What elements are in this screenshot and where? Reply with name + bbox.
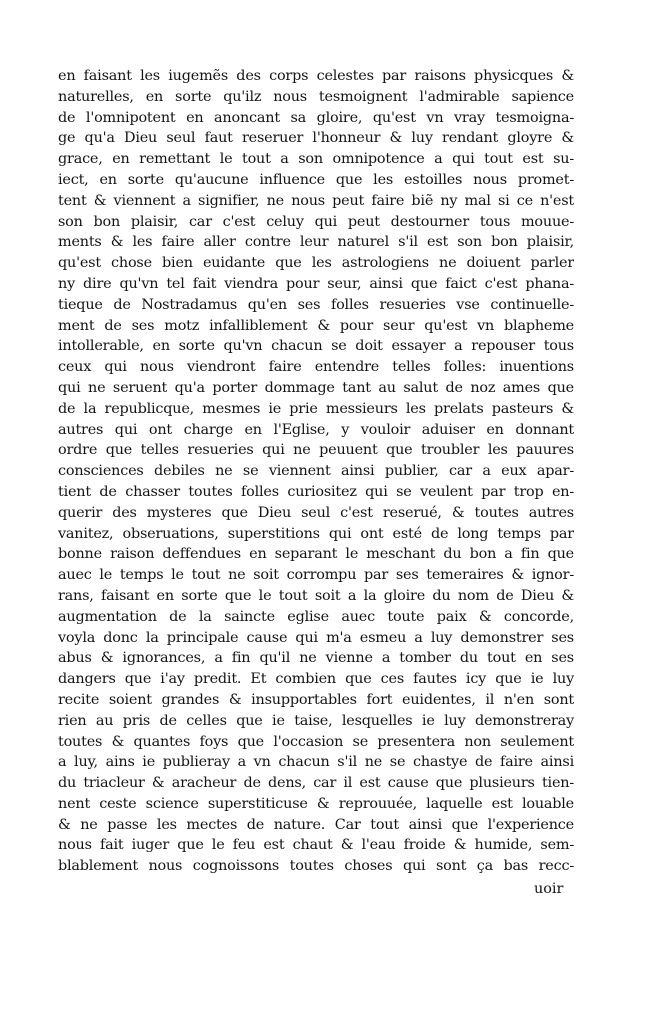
text-line: dangers que i'ay predit. Et combien que ces fautes icy que ie luy xyxy=(58,671,574,688)
text-line: son bon plaisir, car c'est celuy qui peut destourner tous mouue- xyxy=(58,213,574,230)
text-line: recite soient grandes & insupportables fort euidentes, il n'en sont xyxy=(58,691,574,708)
text-line: qui ne seruent qu'a porter dommage tant au salut de noz ames que xyxy=(58,379,574,396)
text-line: blablement nous cognoissons toutes choses qui sont ça bas recc- xyxy=(58,858,574,875)
text-line: en faisant les iugemẽs des corps celestes par raisons physicques & xyxy=(58,68,574,84)
text-line: ny dire qu'vn tel fait viendra pour seur, ainsi que faict c'est phana- xyxy=(58,275,574,292)
catchword: uoir xyxy=(534,881,564,897)
text-line: naturelles, en sorte qu'ilz nous tesmoignent l'admirable sapience xyxy=(58,88,574,105)
text-line: ceux qui nous viendront faire entendre telles folles: inuentions xyxy=(58,359,574,376)
text-line: vanitez, obseruations, superstitions qui ont esté de long temps par xyxy=(58,525,574,542)
text-line: grace, en remettant le tout a son omnipotence a qui tout est su- xyxy=(58,151,574,168)
text-line: a luy, ains ie publieray a vn chacun s'il ne se chastye de faire ainsi xyxy=(58,754,574,771)
text-line: consciences debiles ne se viennent ainsi publier, car a eux apar- xyxy=(58,463,574,480)
text-line: voyla donc la principale cause qui m'a esmeu a luy demonstrer ses xyxy=(58,629,574,646)
text-line: nous fait iuger que le feu est chaut & l'eau froide & humide, sem- xyxy=(58,837,574,854)
text-line: bonne raison deffendues en separant le meschant du bon a fin que xyxy=(58,546,574,563)
text-line: tient de chasser toutes folles curiositez qui se veulent par trop en- xyxy=(58,483,574,500)
text-line: de l'omnipotent en anoncant sa gloire, qu'est vn vray tesmoigna- xyxy=(58,109,574,126)
text-line: iect, en sorte qu'aucune influence que les estoilles nous promet- xyxy=(58,171,574,188)
text-line: toutes & quantes foys que l'occasion se presentera non seulement xyxy=(58,733,574,750)
body-text xyxy=(58,66,574,877)
text-line: querir des mysteres que Dieu seul c'est reserué, & toutes autres xyxy=(58,504,574,521)
text-line: ments & les faire aller contre leur naturel s'il est son bon plaisir, xyxy=(58,234,574,251)
text-line: de la republicque, mesmes ie prie messieurs les prelats pasteurs & xyxy=(58,400,574,417)
text-line: qu'est chose bien euidante que les astrologiens ne doiuent parler xyxy=(58,255,574,272)
text-line: auec le temps le tout ne soit corrompu par ses temeraires & ignor- xyxy=(58,567,574,584)
text-line: abus & ignorances, a fin qu'il ne vienne a tomber du tout en ses xyxy=(58,650,574,667)
text-line: rans, faisant en sorte que le tout soit a la gloire du nom de Dieu & xyxy=(58,587,574,604)
text-line: autres qui ont charge en l'Eglise, y vouloir aduiser en donnant xyxy=(58,421,574,438)
text-line: ordre que telles resueries qui ne peuuent que troubler les pauures xyxy=(58,442,574,459)
text-line: nent ceste science superstiticuse & reprouuée, laquelle est louable xyxy=(58,795,574,812)
text-line: intollerable, en sorte qu'vn chacun se doit essayer a repouser tous xyxy=(58,338,574,355)
text-line: tieque de Nostradamus qu'en ses folles resueries vse continuelle- xyxy=(58,296,574,313)
text-line: du triacleur & aracheur de dens, car il est cause que plusieurs tien- xyxy=(58,775,574,792)
text-line: tent & viennent a signifier, ne nous peut faire biẽ ny mal si ce n'est xyxy=(58,192,574,209)
text-line: & ne passe les mectes de nature. Car tout ainsi que l'experience xyxy=(58,816,574,833)
text-line: ment de ses motz infalliblement & pour seur qu'est vn blapheme xyxy=(58,317,574,334)
text-line: rien au pris de celles que ie taise, lesquelles ie luy demonstreray xyxy=(58,712,574,729)
text-line: augmentation de la saincte eglise auec toute paix & concorde, xyxy=(58,608,574,625)
text-line: ge qu'a Dieu seul faut reseruer l'honneur & luy rendant gloyre & xyxy=(58,130,574,147)
